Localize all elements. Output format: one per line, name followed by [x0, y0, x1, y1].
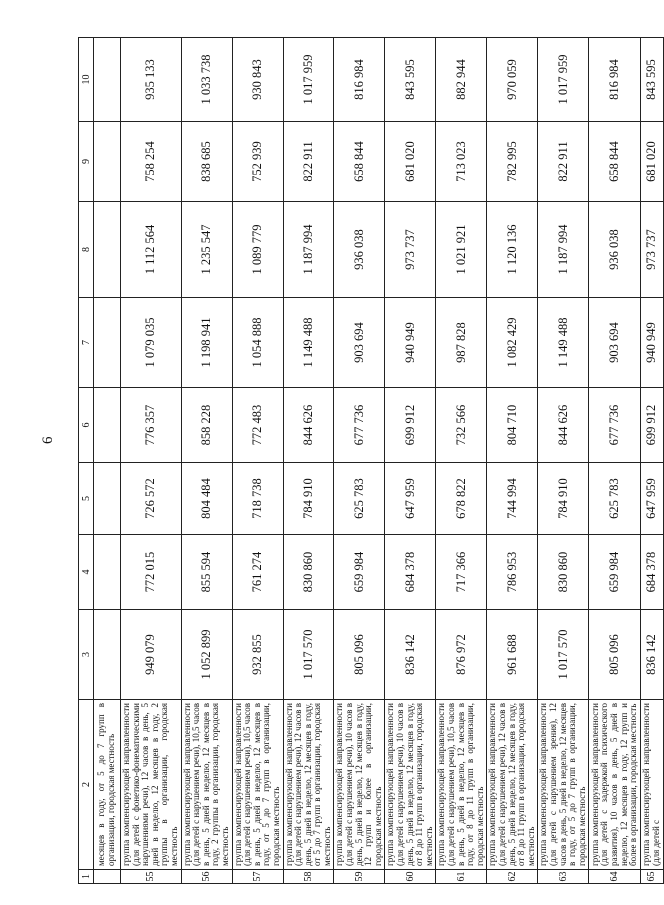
value-cell: 782 995 — [487, 122, 538, 202]
value-cell: 713 023 — [436, 122, 487, 202]
value-cell: 805 096 — [589, 610, 641, 700]
value-cell: 973 737 — [641, 202, 663, 298]
value-cell: 935 133 — [121, 38, 182, 122]
value-cell: 647 959 — [385, 463, 436, 535]
value-cell: 684 378 — [641, 535, 663, 610]
row-description: группа компенсирующей направленности (для детей с нарушением зрения), 12 часов в день, 5 дней в неделю, 12 месяцев в году, от 5 до 7 групп в организации, городская местность — [538, 700, 589, 870]
value-cell: 1 198 941 — [181, 298, 232, 388]
value-cell: 772 483 — [232, 388, 283, 463]
row-number-cell: 56 — [181, 870, 232, 884]
value-cell — [94, 38, 121, 122]
value-cell: 973 737 — [385, 202, 436, 298]
value-cell: 882 944 — [436, 38, 487, 122]
value-cell: 684 378 — [385, 535, 436, 610]
value-cell: 699 912 — [641, 388, 663, 463]
value-cell: 936 038 — [589, 202, 641, 298]
value-cell: 625 783 — [589, 463, 641, 535]
value-cell: 732 566 — [436, 388, 487, 463]
row-number-cell: 62 — [487, 870, 538, 884]
value-cell: 903 694 — [589, 298, 641, 388]
value-cell: 987 828 — [436, 298, 487, 388]
value-cell: 786 953 — [487, 535, 538, 610]
table-body — [121, 38, 664, 884]
row-description: группа компенсирующей направленности (для детей с задержкой психического развития), 10 часов в день, 5 дней в неделю, 12 месяцев в году, 12 групп и более в организации, городская местность — [589, 700, 641, 870]
value-cell: 805 096 — [334, 610, 385, 700]
header-cell: 9 — [79, 122, 94, 202]
value-cell: 677 736 — [589, 388, 641, 463]
header-cell: 5 — [79, 463, 94, 535]
row-description: группа компенсирующей направленности (для детей с нарушением речи), 10,5 часов в день, 5 дней в неделю, 12 месяцев в году, 2 группы в организации, городская местность — [181, 700, 232, 870]
value-cell — [94, 610, 121, 700]
row-number-cell: 59 — [334, 870, 385, 884]
row-description: группа компенсирующей направленности (для детей с нарушением речи), 10,5 часов в день, 5 дней в неделю, 12 месяцев в году, от 5 до 7 групп в организации, городская местность — [232, 700, 283, 870]
row-number-cell: 64 — [589, 870, 641, 884]
value-cell: 1 235 547 — [181, 202, 232, 298]
header-row — [79, 38, 94, 884]
value-cell: 903 694 — [334, 298, 385, 388]
table-row — [385, 38, 436, 884]
value-cell: 1 054 888 — [232, 298, 283, 388]
value-cell: 699 912 — [385, 388, 436, 463]
value-cell: 949 079 — [121, 610, 182, 700]
value-cell — [94, 388, 121, 463]
row-number-cell: 60 — [385, 870, 436, 884]
header-cell: 10 — [79, 38, 94, 122]
table-row — [232, 38, 283, 884]
value-cell: 858 228 — [181, 388, 232, 463]
header-cell: 3 — [79, 610, 94, 700]
value-cell: 752 939 — [232, 122, 283, 202]
table-row — [538, 38, 589, 884]
row-number-cell: 61 — [436, 870, 487, 884]
value-cell: 843 595 — [385, 38, 436, 122]
value-cell: 1 017 570 — [283, 610, 334, 700]
value-cell: 1 082 429 — [487, 298, 538, 388]
value-cell: 659 984 — [589, 535, 641, 610]
value-cell: 838 685 — [181, 122, 232, 202]
value-cell: 1 017 570 — [538, 610, 589, 700]
value-cell: 836 142 — [641, 610, 663, 700]
table-row — [641, 38, 663, 884]
table-row — [181, 38, 232, 884]
value-cell: 961 688 — [487, 610, 538, 700]
value-cell: 758 254 — [121, 122, 182, 202]
row-description: группа компенсирующей направленности (для детей с нарушением речи), 12 часов в день, 5 дней в неделю, 12 месяцев в году, от 5 до 7 групп в организации, городская местность — [283, 700, 334, 870]
value-cell: 717 366 — [436, 535, 487, 610]
value-cell: 1 120 136 — [487, 202, 538, 298]
value-cell: 970 059 — [487, 38, 538, 122]
header-cell: 8 — [79, 202, 94, 298]
value-cell: 761 274 — [232, 535, 283, 610]
value-cell: 1 112 564 — [121, 202, 182, 298]
value-cell: 647 959 — [641, 463, 663, 535]
value-cell: 816 984 — [334, 38, 385, 122]
value-cell: 1 021 921 — [436, 202, 487, 298]
value-cell: 1 187 994 — [538, 202, 589, 298]
row-number-cell: 55 — [121, 870, 182, 884]
table-row — [334, 38, 385, 884]
value-cell: 843 595 — [641, 38, 663, 122]
value-cell: 1 017 959 — [283, 38, 334, 122]
value-cell: 804 484 — [181, 463, 232, 535]
row-description: группа компенсирующей направленности (для детей с фонетико-фонематическими нарушениями речи), 12 часов в день, 5 дней в неделю, 12 месяцев в году, 2 группы в организации, городская местность — [121, 700, 182, 870]
value-cell: 678 822 — [436, 463, 487, 535]
header-cell: 2 — [79, 700, 94, 870]
value-cell: 625 783 — [334, 463, 385, 535]
value-cell: 658 844 — [589, 122, 641, 202]
value-cell — [94, 535, 121, 610]
value-cell: 681 020 — [641, 122, 663, 202]
header-cell: 6 — [79, 388, 94, 463]
page-number: 6 — [40, 436, 56, 444]
table-row — [121, 38, 182, 884]
value-cell: 776 357 — [121, 388, 182, 463]
value-cell: 836 142 — [385, 610, 436, 700]
value-cell: 1 149 488 — [538, 298, 589, 388]
row-description: месяцев в году, от 5 до 7 групп в организации, городская местность — [94, 700, 121, 870]
value-cell: 681 020 — [385, 122, 436, 202]
value-cell: 830 860 — [538, 535, 589, 610]
tariff-table — [78, 37, 664, 884]
value-cell: 659 984 — [334, 535, 385, 610]
value-cell: 744 994 — [487, 463, 538, 535]
value-cell: 1 079 035 — [121, 298, 182, 388]
value-cell — [94, 122, 121, 202]
table-row — [283, 38, 334, 884]
value-cell: 940 949 — [385, 298, 436, 388]
value-cell: 932 855 — [232, 610, 283, 700]
value-cell: 784 910 — [283, 463, 334, 535]
value-cell: 784 910 — [538, 463, 589, 535]
continuation-row — [94, 38, 121, 884]
value-cell: 940 949 — [641, 298, 663, 388]
row-number-cell: 63 — [538, 870, 589, 884]
row-number-cell: 57 — [232, 870, 283, 884]
value-cell: 1 017 959 — [538, 38, 589, 122]
value-cell: 936 038 — [334, 202, 385, 298]
value-cell: 658 844 — [334, 122, 385, 202]
value-cell: 1 033 738 — [181, 38, 232, 122]
rotated-table-container — [78, 38, 664, 884]
header-cell: 7 — [79, 298, 94, 388]
value-cell: 876 972 — [436, 610, 487, 700]
value-cell — [94, 463, 121, 535]
value-cell: 816 984 — [589, 38, 641, 122]
value-cell: 677 736 — [334, 388, 385, 463]
row-description: группа компенсирующей направленности (для детей с нарушением речи), 10,5 часов в день, 5 дней в неделю, 12 месяцев в году, от 8 до 11 групп в организации, городская местность — [436, 700, 487, 870]
row-description: группа компенсирующей направленности (для детей с нарушением речи), 10 часов в день, 5 дней в неделю, 12 месяцев в году, 12 групп и более в организации, городская местность — [334, 700, 385, 870]
value-cell: 804 710 — [487, 388, 538, 463]
value-cell: 844 626 — [283, 388, 334, 463]
header-cell: 4 — [79, 535, 94, 610]
value-cell: 1 089 779 — [232, 202, 283, 298]
value-cell: 844 626 — [538, 388, 589, 463]
table-row — [487, 38, 538, 884]
value-cell: 822 911 — [538, 122, 589, 202]
row-description: группа компенсирующей направленности (для детей с нарушением речи), 10 часов в день, 5 дней в неделю, 12 месяцев в году, от 8 до 11 групп в организации, городская местность — [385, 700, 436, 870]
value-cell: 930 843 — [232, 38, 283, 122]
row-number-cell: 58 — [283, 870, 334, 884]
value-cell: 1 052 899 — [181, 610, 232, 700]
table-row — [436, 38, 487, 884]
value-cell: 718 738 — [232, 463, 283, 535]
row-number-cell: 65 — [641, 870, 663, 884]
row-description: группа компенсирующей направленности (для детей с — [641, 700, 663, 870]
value-cell — [94, 202, 121, 298]
row-number-cell — [94, 870, 121, 884]
value-cell: 1 149 488 — [283, 298, 334, 388]
value-cell: 726 572 — [121, 463, 182, 535]
value-cell: 772 015 — [121, 535, 182, 610]
value-cell: 1 187 994 — [283, 202, 334, 298]
value-cell: 855 594 — [181, 535, 232, 610]
table-row — [589, 38, 641, 884]
value-cell: 830 860 — [283, 535, 334, 610]
row-description: группа компенсирующей направленности (для детей с нарушением речи), 12 часов в день, 5 дней в неделю, 12 месяцев в году, от 8 до 11 групп в организации, городская местность — [487, 700, 538, 870]
header-cell: 1 — [79, 870, 94, 884]
value-cell — [94, 298, 121, 388]
value-cell: 822 911 — [283, 122, 334, 202]
